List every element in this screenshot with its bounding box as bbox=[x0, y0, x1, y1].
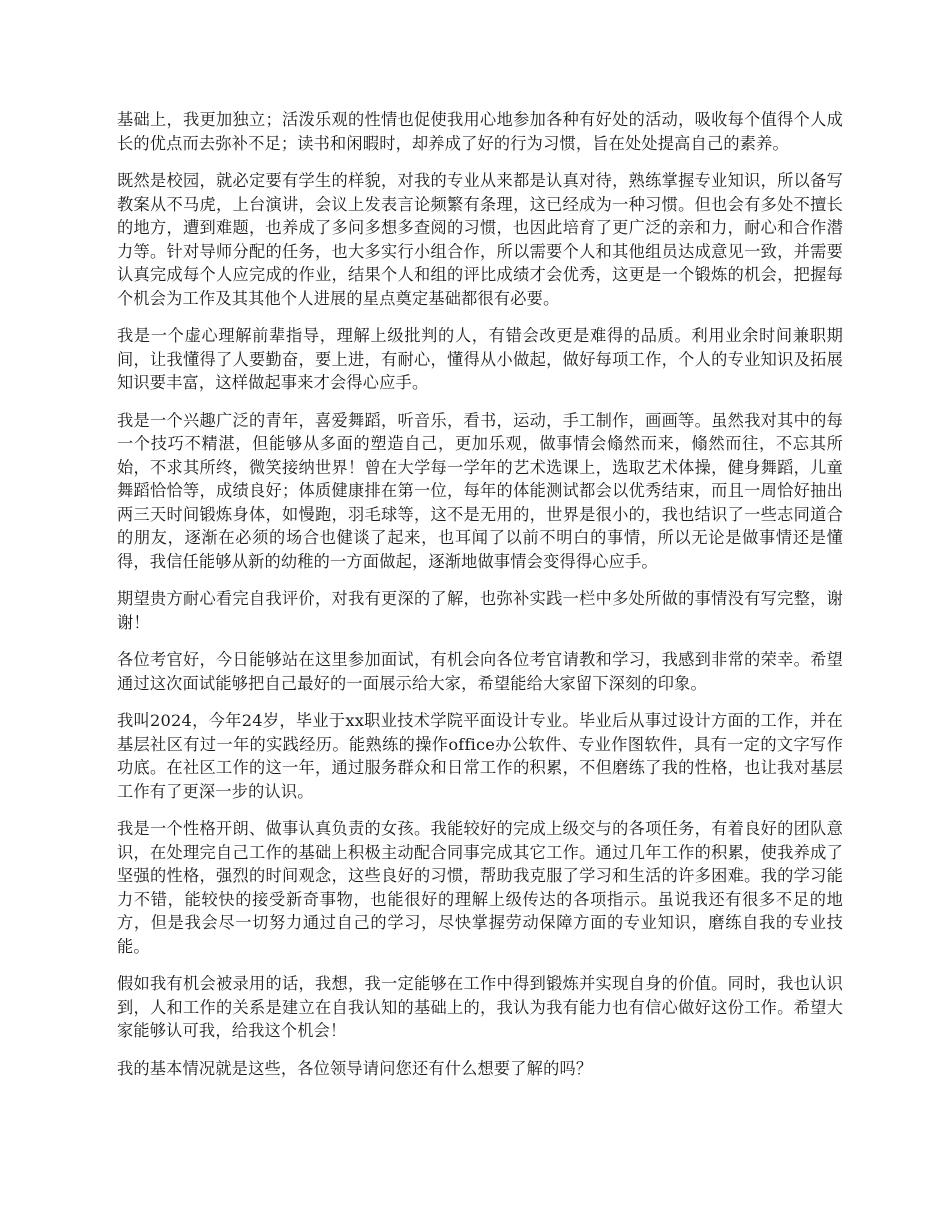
paragraph-9: 假如我有机会被录用的话，我想，我一定能够在工作中得到锻炼并实现自身的价值。同时，我也认识到，人和工作的关系是建立在自我认知的基础上的，我认为我有能力也有信心做好这份工作。希望大家能够认可我，给我这个机会！ bbox=[117, 974, 843, 1040]
paragraph-7: 我叫2024，今年24岁，毕业于xx职业技术学院平面设计专业。毕业后从事过设计方面的工作，并在基层社区有过一年的实践经历。能熟练的操作office办公软件、专业作图软件，具有一定的文字写作功底。在社区工作的这一年，通过服务群众和日常工作的积累，不但磨练了我的性格，也让我对基层工作有了更深一步的认识。 bbox=[117, 711, 843, 801]
document-body bbox=[117, 108, 843, 1094]
paragraph-10: 我的基本情况就是这些，各位领导请问您还有什么想要了解的吗？ bbox=[117, 1058, 593, 1078]
paragraph-6: 各位考官好，今日能够站在这里参加面试，有机会向各位考官请教和学习，我感到非常的荣幸。希望通过这次面试能够把自己最好的一面展示给大家，希望能给大家留下深刻的印象。 bbox=[117, 650, 843, 693]
paragraph-2: 既然是校园，就必定要有学生的样貌，对我的专业从来都是认真对待，熟练掌握专业知识，所以备写教案从不马虎，上台演讲，会议上发表言论频繁有条理，这已经成为一种习惯。但也会有多处不擅长的地方，遭到难题，也养成了多问多想多查阅的习惯，也因此培育了更广泛的亲和力，耐心和合作潜力等。针对导师分配的任务，也大多实行小组合作，所以需要个人和其他组员达成意见一致，并需要认真完成每个人应完成的作业，结果个人和组的评比成绩才会优秀，这更是一个锻炼的机会，把握每个机会为工作及其其他个人进展的星点奠定基础都很有必要。 bbox=[117, 171, 843, 308]
paragraph-4: 我是一个兴趣广泛的青年，喜爱舞蹈，听音乐，看书，运动，手工制作，画画等。虽然我对其中的每一个技巧不精湛，但能够从多面的塑造自己，更加乐观，做事情会翛然而来，翛然而往，不忘其所始，不求其所终，微笑接纳世界！曾在大学每一学年的艺术选课上，选取艺术体操，健身舞蹈，儿童舞蹈恰恰等，成绩良好；体质健康排在第一位，每年的体能测试都会以优秀结束，而且一周恰好抽出两三天时间锻炼身体，如慢跑，羽毛球等，这不是无用的，世界是很小的，我也结识了一些志同道合的朋友，逐渐在必须的场合也健谈了起来，也耳闻了以前不明白的事情，所以无论是做事情还是懂得，我信任能够从新的幼稚的一方面做起，逐渐地做事情会变得得心应手。 bbox=[117, 410, 843, 571]
paragraph-8: 我是一个性格开朗、做事认真负责的女孩。我能较好的完成上级交与的各项任务，有着良好的团队意识，在处理完自己工作的基础上积极主动配合同事完成其它工作。通过几年工作的积累，使我养成了坚强的性格，强烈的时间观念，这些良好的习惯，帮助我克服了学习和生活的许多困难。我的学习能力不错，能较快的接受新奇事物，也能很好的理解上级传达的各项指示。虽说我还有很多不足的地方，但是我会尽一切努力通过自己的学习，尽快掌握劳动保障方面的专业知识，磨练自我的专业技能。 bbox=[117, 819, 843, 956]
paragraph-5: 期望贵方耐心看完自我评价，对我有更深的了解，也弥补实践一栏中多处所做的事情没有写完整，谢谢！ bbox=[117, 589, 843, 632]
paragraph-1: 基础上，我更加独立；活泼乐观的性情也促使我用心地参加各种有好处的活动，吸收每个值得个人成长的优点而去弥补不足；读书和闲暇时，却养成了好的行为习惯，旨在处处提高自己的素养。 bbox=[117, 110, 843, 153]
paragraph-3: 我是一个虚心理解前辈指导，理解上级批判的人，有错会改更是难得的品质。利用业余时间兼职期间，让我懂得了人要勤奋，要上进，有耐心，懂得从小做起，做好每项工作，个人的专业知识及拓展知识要丰富，这样做起事来才会得心应手。 bbox=[117, 326, 843, 392]
